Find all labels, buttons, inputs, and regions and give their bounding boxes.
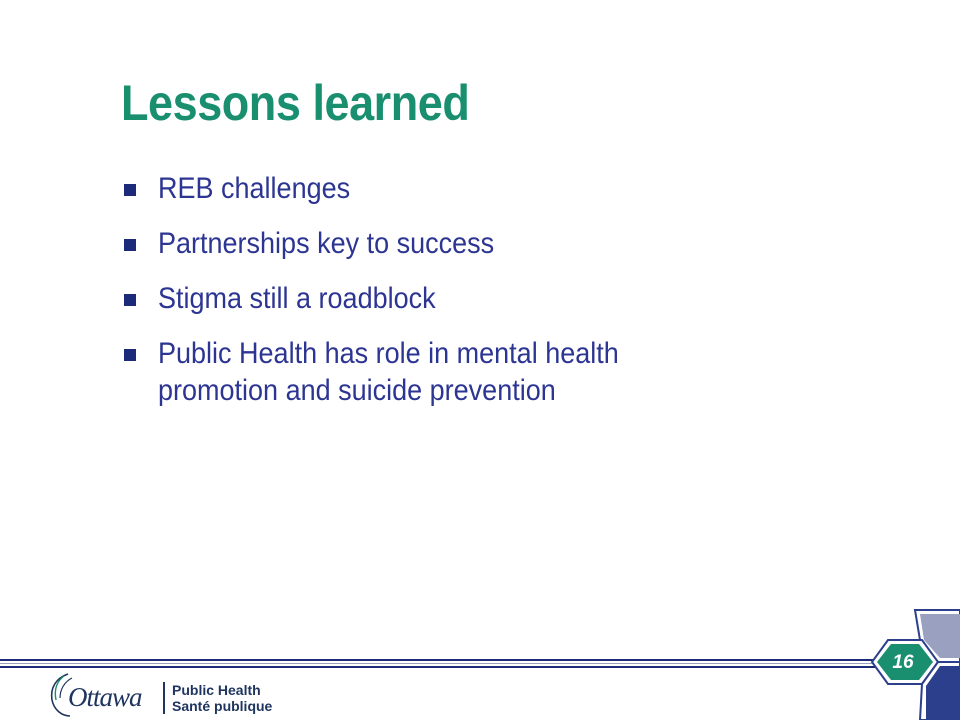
- slide-title: Lessons learned: [121, 75, 470, 131]
- bullet-text: Public Health has role in mental health promotion and suicide prevention: [158, 337, 619, 407]
- logo-line-french: Santé publique: [172, 698, 273, 714]
- logo-divider: [163, 682, 165, 714]
- bullet-item: [123, 170, 763, 207]
- bullet-text: Stigma still a roadblock: [158, 282, 436, 315]
- bullet-text: Partnerships key to success: [158, 227, 495, 260]
- bullet-item: [123, 280, 763, 317]
- bullet-list: [123, 170, 763, 427]
- bullet-item: [123, 225, 763, 262]
- square-bullet-icon: [124, 294, 136, 306]
- footer-divider-lines: [0, 658, 960, 672]
- logo-line-english: Public Health: [172, 682, 261, 698]
- ottawa-logo: [48, 672, 308, 720]
- bullet-item: [123, 335, 763, 409]
- logo-wordmark: Ottawa: [68, 682, 142, 712]
- square-bullet-icon: [124, 239, 136, 251]
- square-bullet-icon: [124, 349, 136, 361]
- page-number: 16: [892, 652, 914, 673]
- bullet-text: REB challenges: [158, 172, 351, 205]
- square-bullet-icon: [124, 184, 136, 196]
